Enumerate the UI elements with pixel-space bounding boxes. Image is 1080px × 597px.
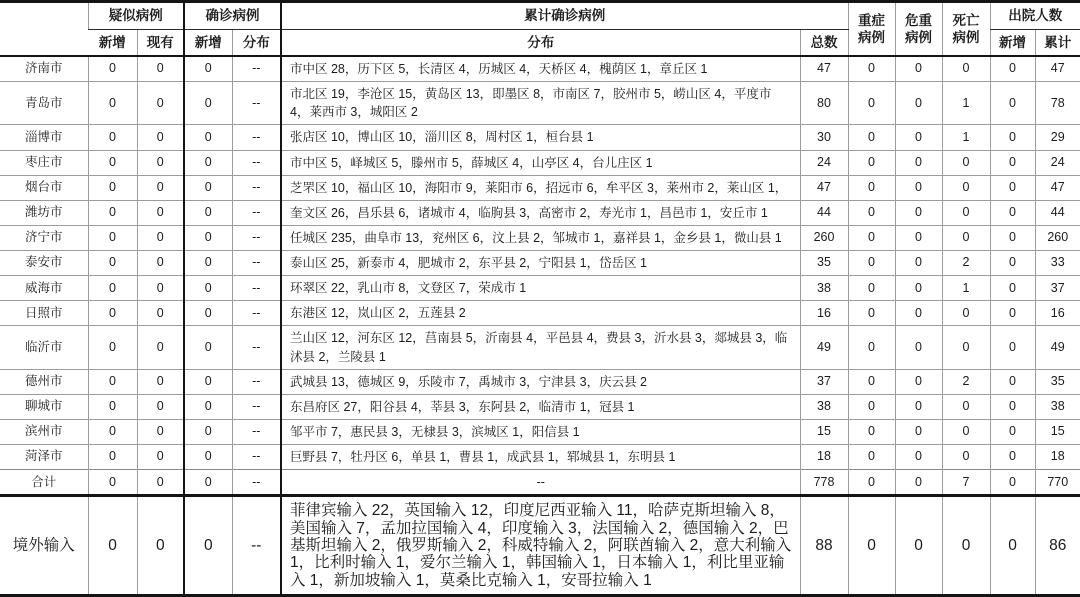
cell-suspected-new: 0 [88, 301, 137, 326]
cell-discharged-new: 0 [990, 82, 1035, 125]
cell-discharged-cum: 29 [1035, 125, 1080, 150]
cell-region-name: 境外输入 [12, 536, 75, 554]
cell-discharged-new: 0 [990, 251, 1035, 276]
cell-cumulative-total: 18 [800, 445, 848, 470]
cell-death: 0 [942, 56, 990, 82]
cell-suspected-current: 0 [137, 251, 184, 276]
cell-confirmed-dist: -- [232, 225, 281, 250]
table-row [0, 200, 1080, 225]
cell-cumulative-dist: 巨野县 7，牡丹区 6，单县 1，曹县 1，成武县 1，郓城县 1，东明县 1 [281, 445, 800, 470]
cell-suspected-current: 0 [137, 394, 184, 419]
cell-discharged-cum: 37 [1035, 276, 1080, 301]
cell-confirmed-dist: -- [232, 470, 281, 496]
cell-suspected-new: 0 [88, 496, 137, 596]
cell-cumulative-total: 35 [800, 251, 848, 276]
header-discharged-cum: 累计 [1035, 29, 1080, 56]
cell-suspected-new: 0 [88, 369, 137, 394]
cell-critical: 0 [895, 225, 942, 250]
cell-suspected-new: 0 [88, 251, 137, 276]
cell-suspected-new: 0 [88, 200, 137, 225]
cell-death: 0 [942, 419, 990, 444]
cell-confirmed-dist: -- [232, 125, 281, 150]
cell-critical: 0 [895, 56, 942, 82]
cell-discharged-cum: 86 [1035, 496, 1080, 596]
cell-death: 0 [942, 150, 990, 175]
cell-cumulative-total: 37 [800, 369, 848, 394]
header-confirmed-new: 新增 [184, 29, 232, 56]
cell-cumulative-dist: 张店区 10，博山区 10，淄川区 8，周村区 1，桓台县 1 [281, 125, 800, 150]
cell-severe: 0 [848, 496, 895, 596]
cell-discharged-cum: 770 [1035, 470, 1080, 496]
table-row [0, 225, 1080, 250]
table-row [0, 276, 1080, 301]
cell-confirmed-new: 0 [184, 175, 232, 200]
table-row [0, 470, 1080, 496]
cell-critical: 0 [895, 496, 942, 596]
cell-cumulative-total: 88 [800, 496, 848, 596]
cell-suspected-new: 0 [88, 225, 137, 250]
table-row [0, 150, 1080, 175]
cell-region-name: 临沂市 [24, 339, 63, 354]
header-critical-cases-label: 危重病例 [904, 12, 932, 46]
cell-discharged-cum: 15 [1035, 419, 1080, 444]
cell-region-name: 菏泽市 [24, 449, 63, 464]
table-row [0, 496, 1080, 596]
header-confirmed-dist: 分布 [232, 29, 281, 56]
header-suspected-new: 新增 [88, 29, 137, 56]
cell-cumulative-total: 44 [800, 200, 848, 225]
cell-severe: 0 [848, 394, 895, 419]
cell-suspected-new: 0 [88, 125, 137, 150]
cell-cumulative-dist: 奎文区 26，昌乐县 6，诸城市 4，临朐县 3，高密市 2，寿光市 1，昌邑市 1，安丘市 1 [281, 200, 800, 225]
cell-severe: 0 [848, 276, 895, 301]
cell-death: 0 [942, 394, 990, 419]
cell-discharged-cum: 78 [1035, 82, 1080, 125]
cell-severe: 0 [848, 326, 895, 369]
header-critical-cases [895, 2, 942, 57]
cell-discharged-new: 0 [990, 225, 1035, 250]
cell-cumulative-dist: 菲律宾输入 22，英国输入 12，印度尼西亚输入 11，哈萨克斯坦输入 8，美国输入 7，孟加拉国输入 4，印度输入 3，法国输入 2，德国输入 2，巴基斯坦输入 2，俄罗斯输入 2，科威特输入 2，阿联酋输入 2，意大利输入 1，比利时输入 1，爱尔兰输入 1，韩国输入 1，日本输入 1，利比里亚输入 1，新加坡输入 1，莫桑比克输入 1，安哥拉输入 1 [281, 496, 800, 596]
cell-discharged-cum: 47 [1035, 56, 1080, 82]
cell-suspected-new: 0 [88, 470, 137, 496]
cell-confirmed-new: 0 [184, 276, 232, 301]
cell-suspected-new: 0 [88, 276, 137, 301]
cell-discharged-new: 0 [990, 56, 1035, 82]
cell-death: 0 [942, 225, 990, 250]
cell-region-name: 潍坊市 [24, 205, 63, 220]
cell-confirmed-new: 0 [184, 251, 232, 276]
cell-region-name: 青岛市 [24, 95, 63, 110]
cell-discharged-cum: 24 [1035, 150, 1080, 175]
cell-critical: 0 [895, 301, 942, 326]
header-death-cases-label: 死亡病例 [952, 12, 980, 46]
header-discharged: 出院人数 [990, 2, 1080, 30]
cell-cumulative-dist: 邹平市 7，惠民县 3，无棣县 3，滨城区 1，阳信县 1 [281, 419, 800, 444]
cell-cumulative-total: 49 [800, 326, 848, 369]
header-suspected-cases: 疑似病例 [88, 2, 184, 30]
cell-confirmed-new: 0 [184, 82, 232, 125]
cell-region-name: 聊城市 [24, 399, 63, 414]
cell-confirmed-new: 0 [184, 369, 232, 394]
cell-region-name: 合计 [31, 474, 57, 489]
cell-cumulative-total: 15 [800, 419, 848, 444]
cell-critical: 0 [895, 82, 942, 125]
cell-death: 2 [942, 369, 990, 394]
cell-region-name: 枣庄市 [24, 154, 63, 169]
cell-critical: 0 [895, 326, 942, 369]
cell-discharged-cum: 260 [1035, 225, 1080, 250]
table-row [0, 445, 1080, 470]
cell-confirmed-new: 0 [184, 301, 232, 326]
table-row [0, 394, 1080, 419]
cell-severe: 0 [848, 125, 895, 150]
cell-discharged-new: 0 [990, 150, 1035, 175]
cell-confirmed-dist: -- [232, 301, 281, 326]
cell-severe: 0 [848, 200, 895, 225]
cell-discharged-cum: 47 [1035, 175, 1080, 200]
header-suspected-current: 现有 [137, 29, 184, 56]
cell-suspected-current: 0 [137, 125, 184, 150]
cell-suspected-current: 0 [137, 150, 184, 175]
cell-critical: 0 [895, 470, 942, 496]
cell-discharged-new: 0 [990, 445, 1035, 470]
cell-severe: 0 [848, 445, 895, 470]
header-cumulative-confirmed-cases: 累计确诊病例 [281, 2, 848, 30]
cell-cumulative-total: 38 [800, 394, 848, 419]
cell-confirmed-dist: -- [232, 251, 281, 276]
cell-severe: 0 [848, 419, 895, 444]
cell-suspected-current: 0 [137, 175, 184, 200]
cell-cumulative-total: 47 [800, 56, 848, 82]
cell-discharged-cum: 18 [1035, 445, 1080, 470]
cell-suspected-current: 0 [137, 276, 184, 301]
cell-suspected-new: 0 [88, 445, 137, 470]
cell-death: 0 [942, 445, 990, 470]
cell-cumulative-total: 38 [800, 276, 848, 301]
cell-discharged-new: 0 [990, 369, 1035, 394]
cell-cumulative-dist: 市中区 5，峄城区 5，滕州市 5，薛城区 4，山亭区 4，台儿庄区 1 [281, 150, 800, 175]
cell-death: 0 [942, 301, 990, 326]
table-row [0, 251, 1080, 276]
cell-confirmed-new: 0 [184, 150, 232, 175]
cell-cumulative-total: 16 [800, 301, 848, 326]
cell-discharged-new: 0 [990, 200, 1035, 225]
table-row [0, 326, 1080, 369]
cell-suspected-current: 0 [137, 445, 184, 470]
cell-region-name: 淄博市 [24, 129, 63, 144]
cell-cumulative-dist: 芝罘区 10，福山区 10，海阳市 9，莱阳市 6，招远市 6，牟平区 3，莱州市 2，莱山区 1， [281, 175, 800, 200]
cell-cumulative-total: 47 [800, 175, 848, 200]
cell-death: 0 [942, 496, 990, 596]
header-city-blank [0, 2, 88, 57]
cell-discharged-cum: 44 [1035, 200, 1080, 225]
cell-region-name: 滨州市 [24, 424, 63, 439]
cell-suspected-current: 0 [137, 225, 184, 250]
cell-death: 1 [942, 82, 990, 125]
cell-confirmed-new: 0 [184, 496, 232, 596]
cell-critical: 0 [895, 369, 942, 394]
cell-suspected-new: 0 [88, 82, 137, 125]
cell-region-name: 烟台市 [24, 180, 63, 195]
cell-death: 0 [942, 200, 990, 225]
cell-death: 0 [942, 175, 990, 200]
cell-confirmed-new: 0 [184, 419, 232, 444]
cell-cumulative-dist: 市北区 19，李沧区 15，黄岛区 13，即墨区 8，市南区 7，胶州市 5，崂山区 4，平度市 4，莱西市 3，城阳区 2 [281, 82, 800, 125]
cell-cumulative-dist: 市中区 28，历下区 5，长清区 4，历城区 4，天桥区 4，槐荫区 1，章丘区 1 [281, 56, 800, 82]
cell-severe: 0 [848, 251, 895, 276]
cell-death: 7 [942, 470, 990, 496]
cell-confirmed-new: 0 [184, 394, 232, 419]
table-row [0, 301, 1080, 326]
cell-discharged-new: 0 [990, 419, 1035, 444]
cell-region-name: 泰安市 [24, 255, 63, 270]
cell-confirmed-new: 0 [184, 200, 232, 225]
cell-confirmed-new: 0 [184, 125, 232, 150]
cell-critical: 0 [895, 251, 942, 276]
cell-discharged-new: 0 [990, 125, 1035, 150]
cell-cumulative-total: 24 [800, 150, 848, 175]
cell-critical: 0 [895, 276, 942, 301]
cell-discharged-cum: 38 [1035, 394, 1080, 419]
cell-confirmed-dist: -- [232, 150, 281, 175]
table-row [0, 175, 1080, 200]
header-death-cases [942, 2, 990, 57]
cell-death: 2 [942, 251, 990, 276]
cell-discharged-new: 0 [990, 496, 1035, 596]
cell-cumulative-dist: 东港区 12，岚山区 2，五莲县 2 [281, 301, 800, 326]
cell-confirmed-dist: -- [232, 445, 281, 470]
table-row [0, 56, 1080, 82]
cell-confirmed-dist: -- [232, 175, 281, 200]
cell-severe: 0 [848, 301, 895, 326]
cell-critical: 0 [895, 445, 942, 470]
cell-suspected-new: 0 [88, 326, 137, 369]
table-row [0, 419, 1080, 444]
cell-severe: 0 [848, 225, 895, 250]
cell-suspected-current: 0 [137, 496, 184, 596]
cell-death: 1 [942, 125, 990, 150]
cell-confirmed-dist: -- [232, 496, 281, 596]
cell-cumulative-dist: 东昌府区 27，阳谷县 4，莘县 3，东阿县 2，临清市 1，冠县 1 [281, 394, 800, 419]
cell-suspected-current: 0 [137, 200, 184, 225]
cell-confirmed-new: 0 [184, 225, 232, 250]
cell-confirmed-new: 0 [184, 326, 232, 369]
cell-suspected-new: 0 [88, 394, 137, 419]
cell-severe: 0 [848, 369, 895, 394]
cell-suspected-current: 0 [137, 301, 184, 326]
cell-confirmed-dist: -- [232, 200, 281, 225]
cell-critical: 0 [895, 150, 942, 175]
cell-cumulative-dist: 泰山区 25，新泰市 4，肥城市 2，东平县 2，宁阳县 1，岱岳区 1 [281, 251, 800, 276]
cell-suspected-current: 0 [137, 419, 184, 444]
cell-confirmed-new: 0 [184, 470, 232, 496]
cell-severe: 0 [848, 150, 895, 175]
cell-discharged-new: 0 [990, 301, 1035, 326]
header-cumulative-total: 总数 [800, 29, 848, 56]
cell-confirmed-dist: -- [232, 419, 281, 444]
cell-confirmed-new: 0 [184, 56, 232, 82]
cell-region-name: 日照市 [24, 305, 63, 320]
cell-cumulative-dist: 兰山区 12，河东区 12，莒南县 5，沂南县 4，平邑县 4，费县 3，沂水县 3，郯城县 3，临沭县 2，兰陵县 1 [281, 326, 800, 369]
cell-cumulative-dist: 环翠区 22，乳山市 8，文登区 7，荣成市 1 [281, 276, 800, 301]
cell-discharged-cum: 49 [1035, 326, 1080, 369]
table-body [0, 56, 1080, 596]
cell-discharged-new: 0 [990, 276, 1035, 301]
cell-suspected-new: 0 [88, 56, 137, 82]
cell-confirmed-dist: -- [232, 56, 281, 82]
table-row [0, 369, 1080, 394]
cell-cumulative-dist: -- [281, 470, 800, 496]
cell-critical: 0 [895, 394, 942, 419]
cell-discharged-new: 0 [990, 326, 1035, 369]
cell-suspected-current: 0 [137, 326, 184, 369]
cell-confirmed-dist: -- [232, 82, 281, 125]
cell-suspected-new: 0 [88, 419, 137, 444]
cell-suspected-new: 0 [88, 150, 137, 175]
cell-region-name: 济宁市 [24, 230, 63, 245]
cell-region-name: 济南市 [24, 61, 63, 76]
cell-discharged-new: 0 [990, 175, 1035, 200]
cell-cumulative-dist: 任城区 235，曲阜市 13，兖州区 6，汶上县 2，邹城市 1，嘉祥县 1，金乡县 1，微山县 1 [281, 225, 800, 250]
cell-suspected-new: 0 [88, 175, 137, 200]
table-header [0, 2, 1080, 57]
table-row [0, 125, 1080, 150]
cell-suspected-current: 0 [137, 56, 184, 82]
cell-critical: 0 [895, 175, 942, 200]
cell-region-name: 威海市 [24, 280, 63, 295]
cell-death: 0 [942, 326, 990, 369]
header-group-row [0, 2, 1080, 30]
cell-severe: 0 [848, 82, 895, 125]
cell-suspected-current: 0 [137, 82, 184, 125]
cell-cumulative-total: 260 [800, 225, 848, 250]
table-row [0, 82, 1080, 125]
cell-critical: 0 [895, 125, 942, 150]
cell-confirmed-dist: -- [232, 276, 281, 301]
cell-cumulative-total: 778 [800, 470, 848, 496]
cell-confirmed-dist: -- [232, 369, 281, 394]
cell-cumulative-dist: 武城县 13，德城区 9，乐陵市 7，禹城市 3，宁津县 3，庆云县 2 [281, 369, 800, 394]
cell-severe: 0 [848, 56, 895, 82]
header-severe-cases-label: 重症病例 [857, 12, 885, 46]
header-discharged-new: 新增 [990, 29, 1035, 56]
cell-confirmed-dist: -- [232, 394, 281, 419]
cell-suspected-current: 0 [137, 369, 184, 394]
cell-confirmed-new: 0 [184, 445, 232, 470]
header-confirmed-cases: 确诊病例 [184, 2, 281, 30]
cell-cumulative-total: 80 [800, 82, 848, 125]
cell-confirmed-dist: -- [232, 326, 281, 369]
cell-region-name: 德州市 [24, 374, 63, 389]
header-cumulative-dist: 分布 [281, 29, 800, 56]
cell-critical: 0 [895, 419, 942, 444]
cell-severe: 0 [848, 175, 895, 200]
cell-severe: 0 [848, 470, 895, 496]
cell-death: 1 [942, 276, 990, 301]
cell-discharged-cum: 33 [1035, 251, 1080, 276]
cell-discharged-new: 0 [990, 470, 1035, 496]
cell-discharged-cum: 35 [1035, 369, 1080, 394]
cell-discharged-new: 0 [990, 394, 1035, 419]
header-severe-cases [848, 2, 895, 57]
cell-critical: 0 [895, 200, 942, 225]
cell-cumulative-total: 30 [800, 125, 848, 150]
cell-suspected-current: 0 [137, 470, 184, 496]
cell-discharged-cum: 16 [1035, 301, 1080, 326]
